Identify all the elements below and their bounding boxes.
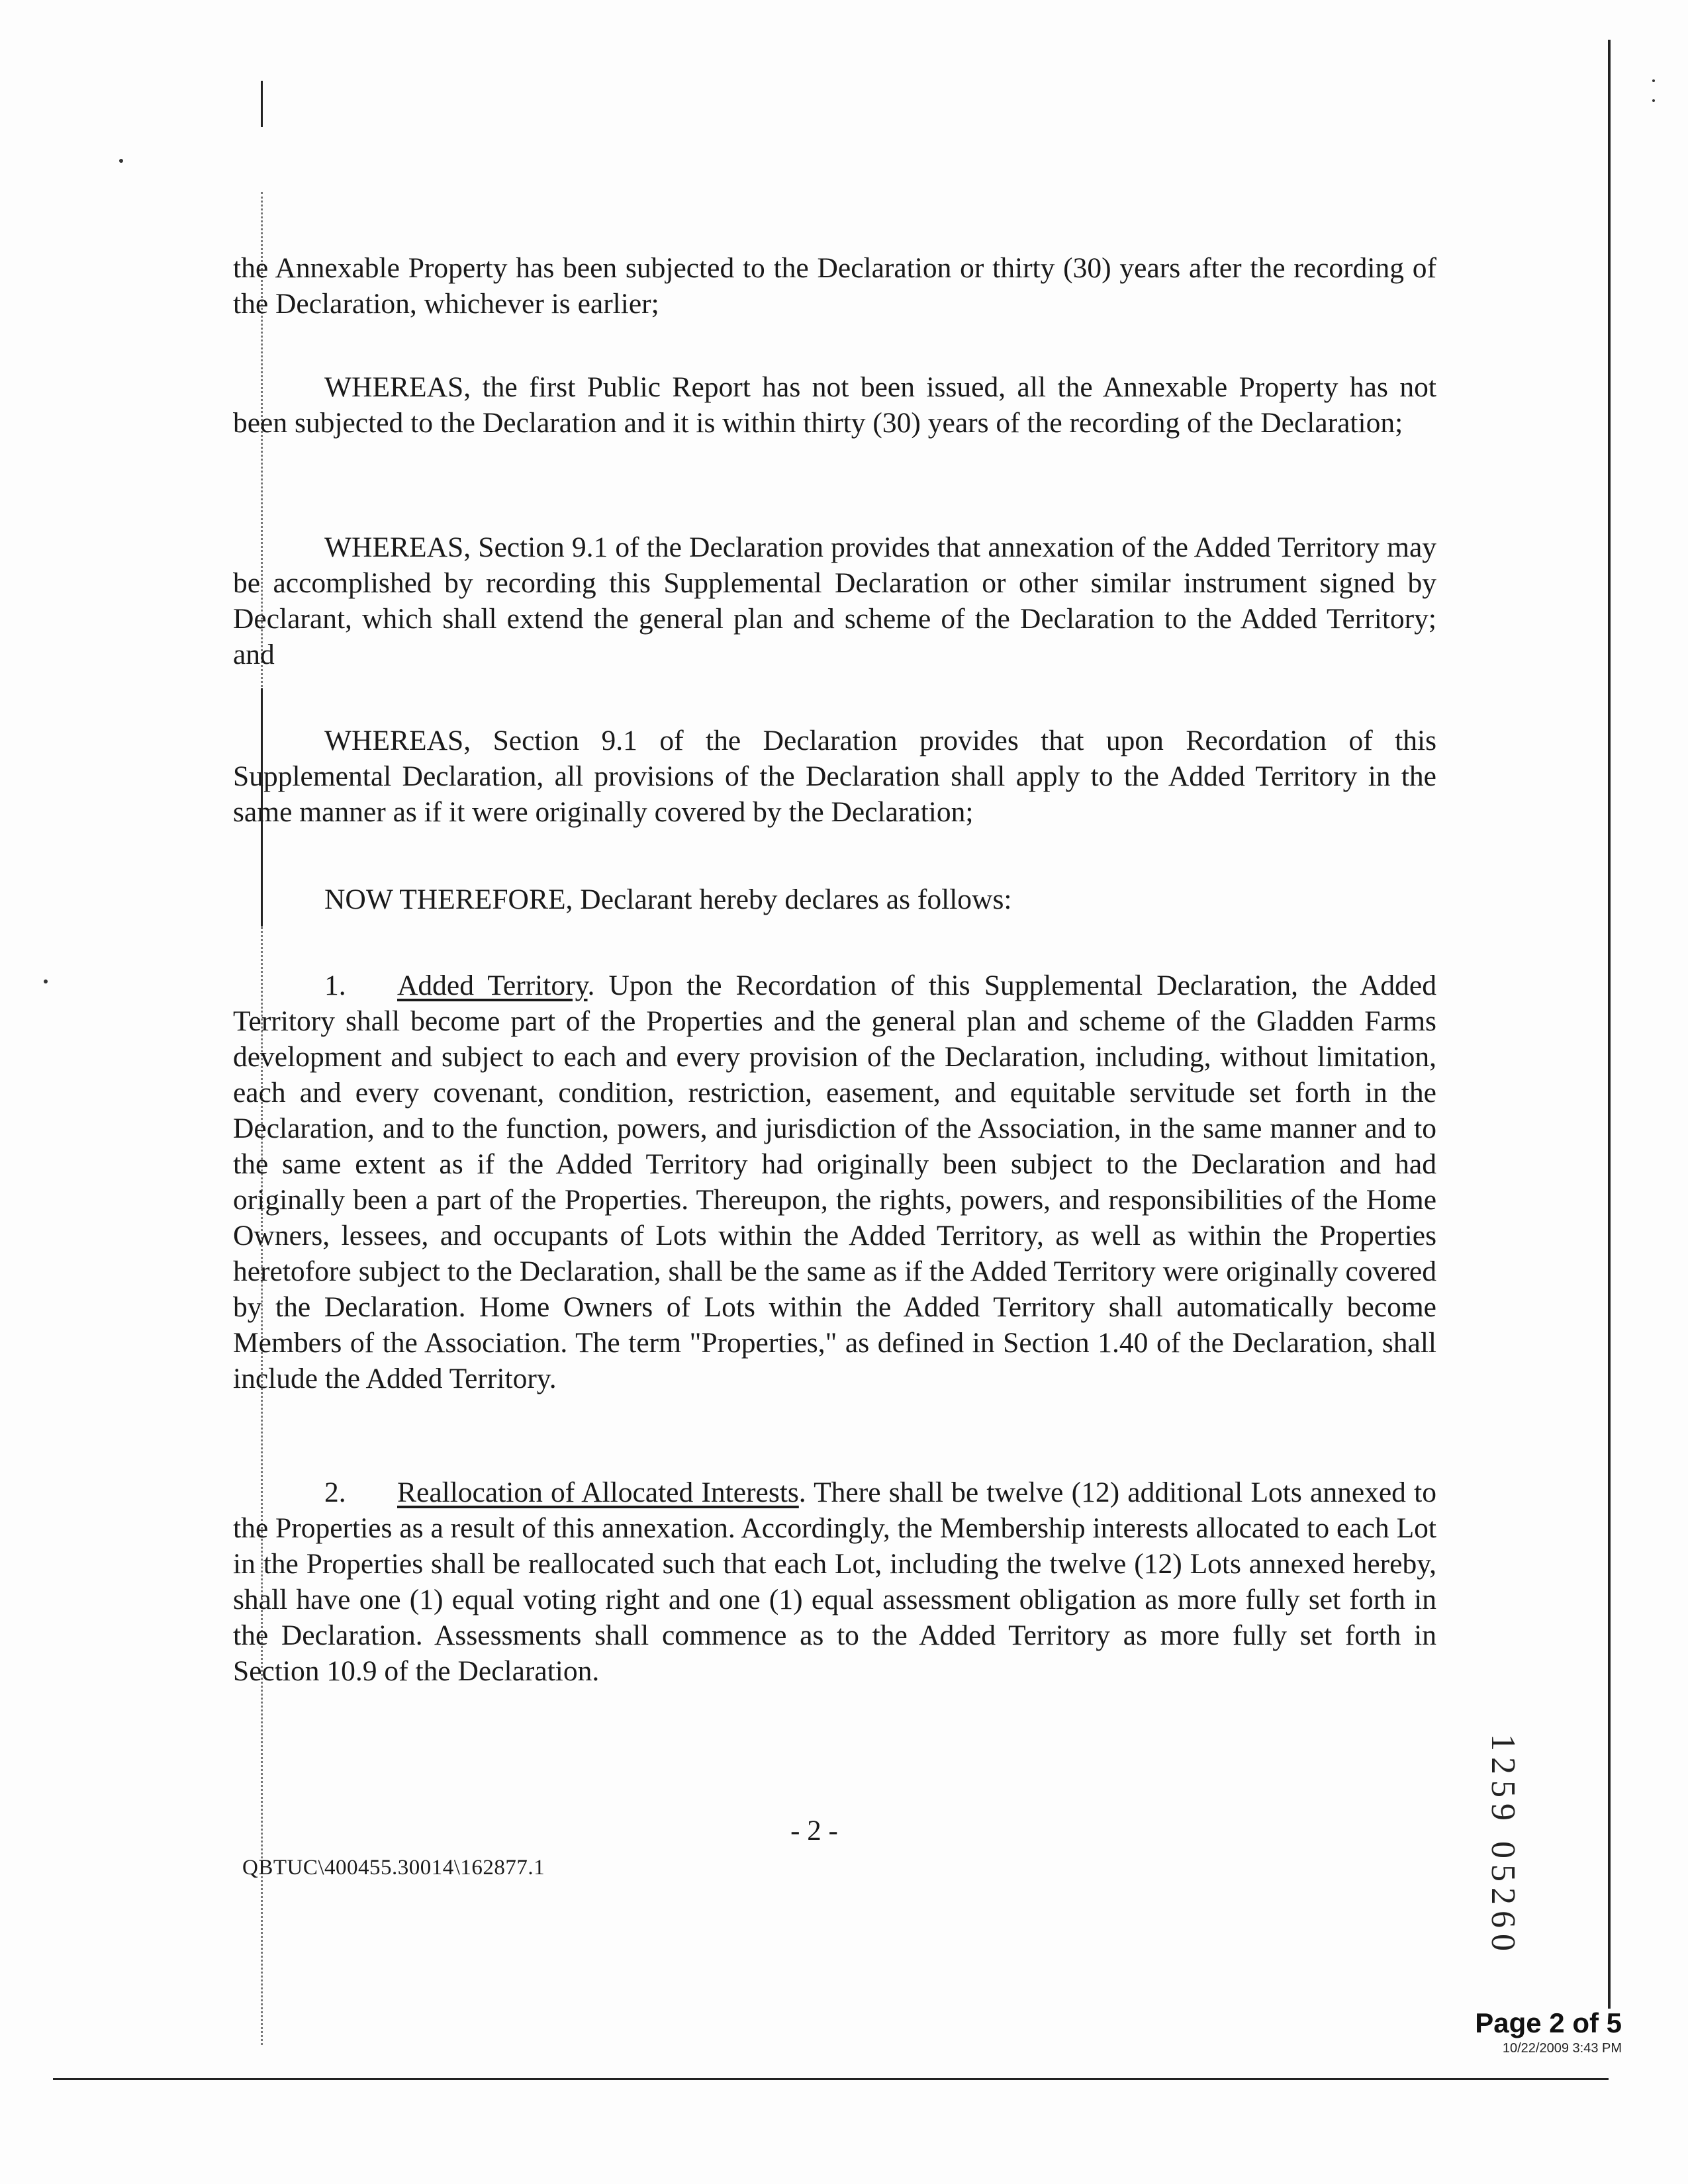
- scan-edge-line-left-top: [261, 81, 263, 127]
- scan-speck: [1652, 99, 1655, 102]
- footer-timestamp: 10/22/2009 3:43 PM: [1502, 2041, 1622, 2056]
- scan-edge-line-bottom: [53, 2078, 1609, 2080]
- section-2-body: . There shall be twelve (12) additional Lots annexed to the Properties as a result of this annexation. Accordingly, the Membership interests allocated to each Lot in the Properties shall be reallocated such that each Lot, including the twelve (12) Lots annexed hereby, shall have one (1) equal voting right and one (1) equal assessment obligation as more fully set forth in the Declaration. Assessments shall commence as to the Added Territory as more fully set forth in Section 10.9 of the Declaration.: [233, 1477, 1436, 1687]
- whereas-recordation: WHEREAS, Section 9.1 of the Declaration provides that upon Recordation of this Supplemental Declaration, all provisions of the Declaration shall apply to the Added Territory in the same manner as if it were originally covered by the Declaration;: [233, 725, 1436, 828]
- section-1-added-territory: [233, 968, 1436, 1396]
- scan-speck: [44, 979, 48, 983]
- scan-edge-line-right: [1608, 40, 1611, 2009]
- scan-speck: [1652, 79, 1655, 82]
- section-2-number: 2.: [324, 1477, 346, 1508]
- section-2-reallocation: [233, 1475, 1436, 1689]
- section-1-body: . Upon the Recordation of this Supplemental Declaration, the Added Territory shall become part of the Properties and the general plan and scheme of the Gladden Farms development and subject to each and every provision of the Declaration, including, without limitation, each and every covenant, condition, restriction, easement, and equitable servitude set forth in the Declaration, and to the function, powers, and jurisdiction of the Association, in the same manner and to the same extent as if the Added Territory had originally been subject to the Declaration and had originally been a part of the Properties. Thereupon, the rights, powers, and responsibilities of the Home Owners, lessees, and occupants of Lots within the Added Territory, as well as within the Properties heretofore subject to the Declaration, shall be the same as if the Added Territory were originally covered by the Declaration. Home Owners of Lots within the Added Territory shall automatically become Members of the Association. The term "Properties," as defined in Section 1.40 of the Declaration, shall include the Added Territory.: [233, 970, 1436, 1394]
- section-2-heading: Reallocation of Allocated Interests: [397, 1477, 799, 1508]
- scan-speck: [119, 159, 123, 163]
- section-1-number: 1.: [324, 970, 346, 1001]
- whereas-annexation: WHEREAS, Section 9.1 of the Declaration provides that annexation of the Added Territory may be accomplished by recording this Supplemental Declaration or other similar instrument signed by Declarant, which shall extend the general plan and scheme of the Declaration to the Added Territory; and: [233, 531, 1436, 670]
- page-number: - 2 -: [790, 1815, 838, 1846]
- document-reference: QBTUC\400455.30014\162877.1: [242, 1856, 545, 1880]
- footer-page-label: Page 2 of 5: [1475, 2007, 1622, 2038]
- intro-continuation: the Annexable Property has been subjected to the Declaration or thirty (30) years after the recording of the Declaration, whichever is earlier;: [233, 252, 1436, 320]
- now-therefore: NOW THEREFORE, Declarant hereby declares as follows:: [324, 884, 1012, 915]
- margin-recording-stamp: 1259 05260: [1484, 1734, 1522, 1957]
- section-1-heading: Added Territory: [397, 970, 588, 1001]
- whereas-public-report: WHEREAS, the first Public Report has not been issued, all the Annexable Property has not been subjected to the Declaration and it is within thirty (30) years of the recording of the Declaration;: [233, 371, 1436, 439]
